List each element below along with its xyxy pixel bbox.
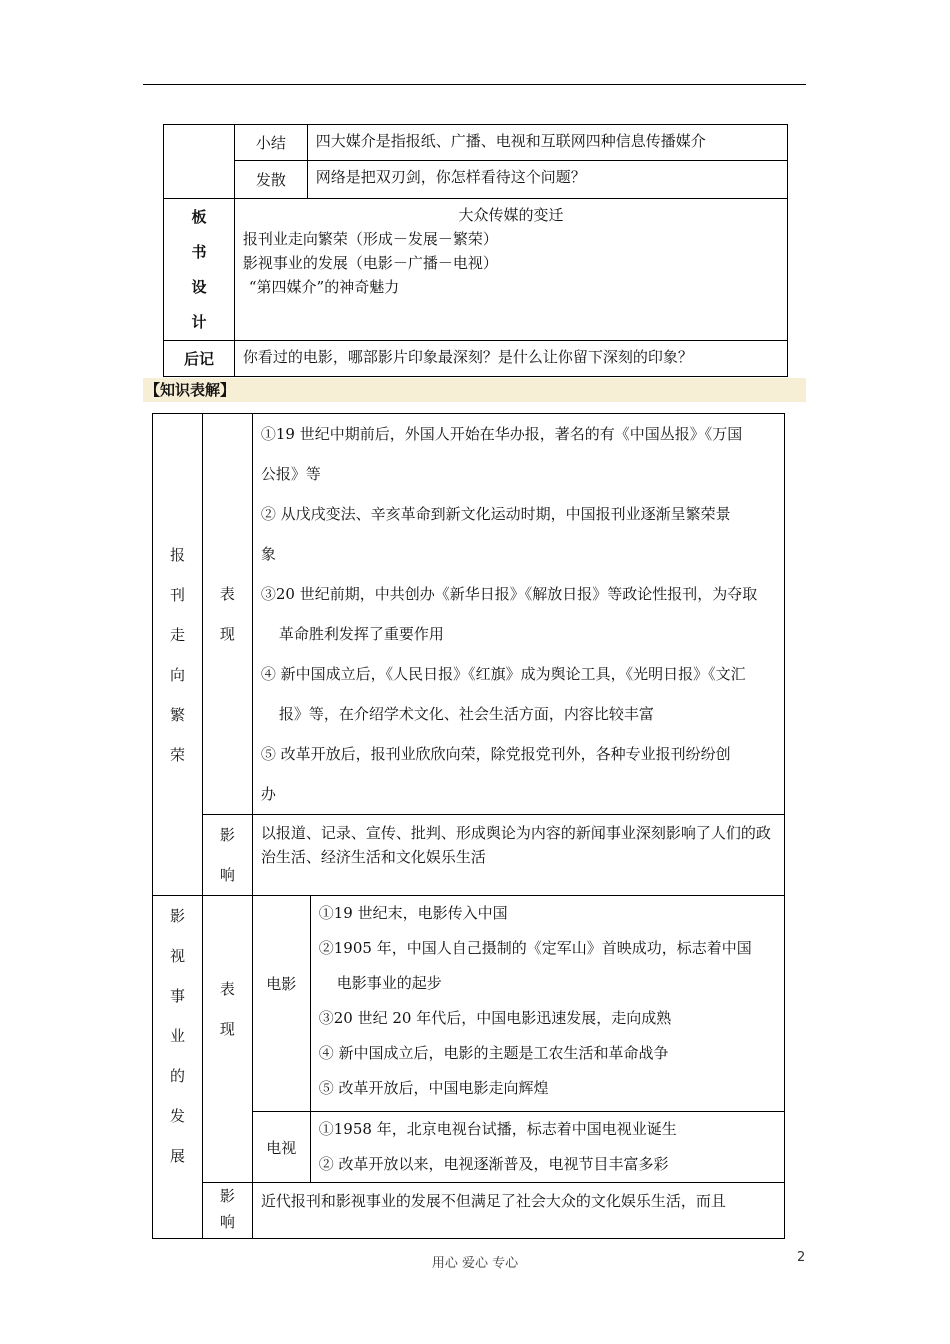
press-impact-text: 以报道、记录、宣传、批判、形成舆论为内容的新闻事业深刻影响了人们的政治生活、经济生活和文化娱乐生活 bbox=[260, 824, 771, 866]
film-item: ④ 新中国成立后，电影的主题是工农生活和革命战争 bbox=[318, 1044, 669, 1062]
board-line: “第四媒介”的神奇魅力 bbox=[248, 278, 400, 296]
film-item: ②1905 年，中国人自己摄制的《定军山》首映成功，标志着中国 bbox=[318, 939, 752, 957]
film-content bbox=[310, 896, 784, 1112]
film-tv-impact-label: 影 响 bbox=[202, 1183, 252, 1239]
lesson-plan-table bbox=[163, 124, 788, 377]
summary-label: 小结 bbox=[234, 125, 307, 161]
board-line: 影视事业的发展（电影－广播－电视） bbox=[242, 254, 498, 272]
board-design-content bbox=[234, 199, 787, 341]
press-item-cont: 象 bbox=[260, 545, 276, 563]
knowledge-table bbox=[152, 413, 785, 1239]
divergent-text: 网络是把双刃剑，你怎样看待这个问题？ bbox=[307, 161, 787, 199]
press-item: ①19 世纪中期前后，外国人开始在华办报，著名的有《中国丛报》《万国 bbox=[260, 425, 743, 443]
board-title: 大众传媒的变迁 bbox=[458, 206, 564, 224]
film-tv-title: 影 视 事 业 的 发 展 bbox=[153, 896, 203, 1239]
page-number: 2 bbox=[797, 1250, 806, 1265]
footer-slogan: 用心 爱心 专心 bbox=[431, 1256, 519, 1271]
film-item: ③20 世纪 20 年代后，中国电影迅速发展，走向成熟 bbox=[318, 1009, 672, 1027]
film-item: ①19 世纪末，电影传入中国 bbox=[318, 904, 508, 922]
board-line: 报刊业走向繁荣（形成－发展－繁荣） bbox=[242, 230, 498, 248]
divergent-label: 发散 bbox=[234, 161, 307, 199]
film-tv-impact-text: 近代报刊和影视事业的发展不但满足了社会大众的文化娱乐生活，而且 bbox=[260, 1192, 726, 1210]
summary-text: 四大媒介是指报纸、广播、电视和互联网四种信息传播媒介 bbox=[307, 125, 787, 161]
tv-item: ② 改革开放以来，电视逐渐普及，电视节目丰富多彩 bbox=[318, 1155, 669, 1173]
press-item: ② 从戊戌变法、辛亥革命到新文化运动时期，中国报刊业逐渐呈繁荣景 bbox=[260, 505, 731, 523]
tv-item: ①1958 年，北京电视台试播，标志着中国电视业诞生 bbox=[318, 1120, 677, 1138]
film-tv-impact-content bbox=[252, 1183, 784, 1239]
press-item-cont: 办 bbox=[260, 785, 276, 803]
film-tv-manifest-label: 表 现 bbox=[202, 896, 252, 1183]
board-design-label: 板 书 设 计 bbox=[164, 199, 235, 341]
press-manifest-label: 表 现 bbox=[202, 414, 252, 815]
afterword-text: 你看过的电影，哪部影片印象最深刻？是什么让你留下深刻的印象？ bbox=[234, 341, 787, 377]
press-item-cont: 革命胜利发挥了重要作用 bbox=[278, 625, 444, 643]
press-impact-content bbox=[252, 815, 784, 896]
press-item-cont: 公报》等 bbox=[260, 465, 321, 483]
afterword-label: 后记 bbox=[164, 341, 235, 377]
tv-content bbox=[310, 1112, 784, 1183]
press-impact-label: 影 响 bbox=[202, 815, 252, 896]
press-title: 报 刊 走 向 繁 荣 bbox=[153, 414, 203, 896]
tv-label: 电视 bbox=[252, 1112, 310, 1183]
film-label: 电影 bbox=[252, 896, 310, 1112]
header-rule bbox=[143, 84, 806, 85]
press-manifest-content bbox=[252, 414, 784, 815]
press-item: ③20 世纪前期，中共创办《新华日报》《解放日报》等政论性报刊，为夺取 bbox=[260, 585, 758, 603]
blank-cell bbox=[164, 125, 235, 199]
press-item: ④ 新中国成立后，《人民日报》《红旗》成为舆论工具，《光明日报》《文汇 bbox=[260, 665, 746, 683]
press-item: ⑤ 改革开放后，报刊业欣欣向荣，除党报党刊外，各种专业报刊纷纷创 bbox=[260, 745, 731, 763]
section-title: 【知识表解】 bbox=[143, 378, 806, 402]
film-item-cont: 电影事业的起步 bbox=[336, 974, 442, 992]
film-item: ⑤ 改革开放后，中国电影走向辉煌 bbox=[318, 1079, 549, 1097]
press-item-cont: 报》等，在介绍学术文化、社会生活方面，内容比较丰富 bbox=[278, 705, 654, 723]
